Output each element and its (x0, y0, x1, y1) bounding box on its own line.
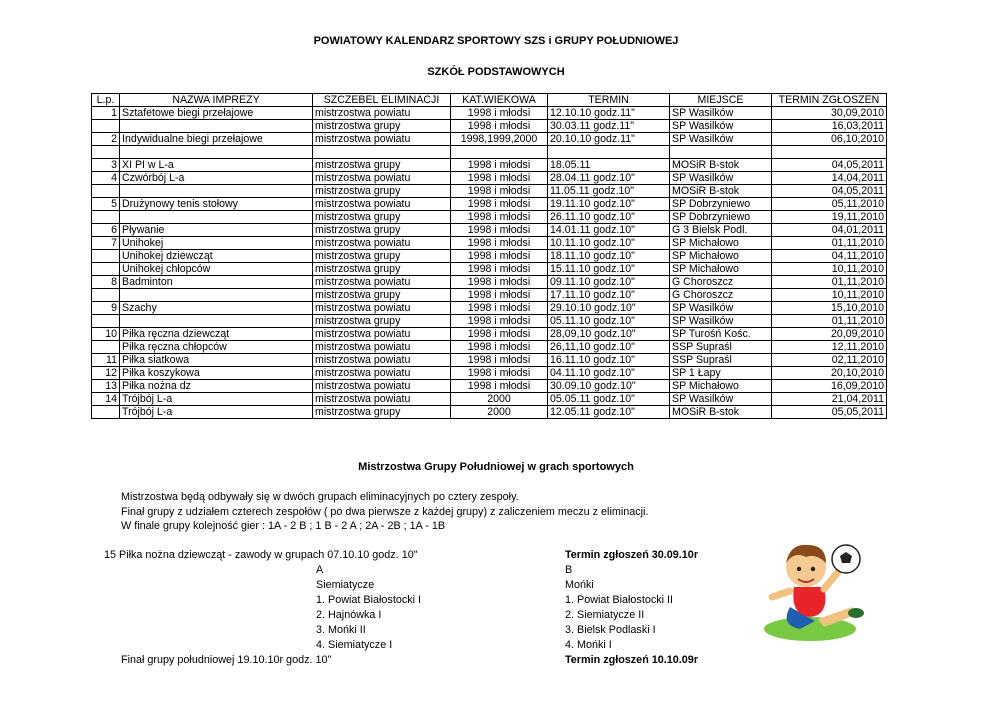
table-cell: mistrzostwa powiatu (313, 172, 451, 185)
header-cell: NAZWA IMPREZY (120, 94, 313, 107)
table-cell: 1998 i młodsi (451, 367, 548, 380)
table-cell: 16,09,2010 (772, 380, 887, 393)
table-row (92, 380, 887, 393)
table-cell: 1998 i młodsi (451, 250, 548, 263)
table-header (92, 94, 887, 107)
table-cell: mistrzostwa grupy (313, 159, 451, 172)
table-cell: 1998 i młodsi (451, 354, 548, 367)
table-cell: mistrzostwa grupy (313, 315, 451, 328)
table-cell (120, 315, 313, 328)
table-cell: 28.04.11 godz.10" (548, 172, 670, 185)
table-cell: 10 (92, 328, 120, 341)
table-cell: 26.11.10 godz.10" (548, 211, 670, 224)
table-cell: mistrzostwa powiatu (313, 133, 451, 146)
table-cell: 12 (92, 367, 120, 380)
table-cell: 2000 (451, 393, 548, 406)
table-cell (92, 185, 120, 198)
table-cell: 6 (92, 224, 120, 237)
table-cell: 10,11,2010 (772, 263, 887, 276)
table-cell: 05,05,2011 (772, 406, 887, 419)
table-cell (120, 146, 313, 159)
table-row (92, 133, 887, 146)
group-a-team: 1. Powiat Białostocki I (316, 594, 422, 606)
table-cell: 14.01.11 godz.10" (548, 224, 670, 237)
group-caption: Mistrzostwa Grupy Południowej w grach sportowych (358, 461, 634, 473)
table-cell: mistrzostwa powiatu (313, 354, 451, 367)
table-cell: 21,04,2011 (772, 393, 887, 406)
table-cell: 12.10.10 godz.11" (548, 107, 670, 120)
table-cell: 1 (92, 107, 120, 120)
deadline-1: Termin zgłoszeń 30.09.10r (565, 549, 699, 561)
table-cell: SP Turośń Kośc. (670, 328, 772, 341)
table-cell: SP Wasilków (670, 120, 772, 133)
table-cell (92, 406, 120, 419)
table-cell: Unihokej (120, 237, 313, 250)
table-cell: 01,11,2010 (772, 315, 887, 328)
table-cell: 06,10,2010 (772, 133, 887, 146)
table-row (92, 302, 887, 315)
group-a-team: 4. Siemiatycze I (316, 639, 393, 651)
group-b-place: Mońki (565, 579, 594, 591)
header-cell: TERMIN ZGŁOSZEŃ (772, 94, 887, 107)
table-cell: mistrzostwa grupy (313, 120, 451, 133)
note-line: Finał grupy z udziałem czterech zespołów ( po dwa pierwsze z każdej grupy) z zaliczeniem meczu z eliminacji. (121, 506, 649, 518)
table-cell: SP Wasilków (670, 172, 772, 185)
table-row (92, 120, 887, 133)
table-cell: 16,03,2011 (772, 120, 887, 133)
table-cell: 30.03.11 godz.11" (548, 120, 670, 133)
table-cell (92, 146, 120, 159)
table-row (92, 328, 887, 341)
event-15-line: 15 Piłka nożna dziewcząt - zawody w grupach 07.10.10 godz. 10" (104, 549, 418, 561)
table-cell: 9 (92, 302, 120, 315)
table-cell: 30.09.10 godz.10" (548, 380, 670, 393)
table-cell (92, 341, 120, 354)
group-a-label: A (316, 564, 324, 576)
table-cell: 05.11.10 godz.10" (548, 315, 670, 328)
table-cell: SSP Supraśl (670, 354, 772, 367)
table-row (92, 224, 887, 237)
table-cell: 14 (92, 393, 120, 406)
table-cell: 20.10.10 godz.11" (548, 133, 670, 146)
table-row (92, 107, 887, 120)
table-cell: 1998 i młodsi (451, 211, 548, 224)
table-cell: Drużynowy tenis stołowy (120, 198, 313, 211)
table-cell: 1998 i młodsi (451, 107, 548, 120)
table-cell: MOSiR B-stok (670, 185, 772, 198)
table-cell: 18.11.10 godz.10" (548, 250, 670, 263)
table-cell: 05,11,2010 (772, 198, 887, 211)
table-cell: SP Michałowo (670, 237, 772, 250)
table-cell: SP Wasilków (670, 302, 772, 315)
table-cell: mistrzostwa powiatu (313, 341, 451, 354)
table-cell: Szachy (120, 302, 313, 315)
table-cell: 3 (92, 159, 120, 172)
table-cell: 04,11,2010 (772, 250, 887, 263)
table-cell: 04.11.10 godz.10" (548, 367, 670, 380)
table-cell: mistrzostwa powiatu (313, 198, 451, 211)
table-cell: 1998 i młodsi (451, 185, 548, 198)
table-row (92, 172, 887, 185)
table-cell: 4 (92, 172, 120, 185)
table-cell: 17.11.10 godz.10" (548, 289, 670, 302)
group-a-team: 3. Mońki II (316, 624, 366, 636)
table-cell (92, 120, 120, 133)
table-row (92, 393, 887, 406)
table-cell (548, 146, 670, 159)
table-cell: 19,11,2010 (772, 211, 887, 224)
table-cell: 2000 (451, 406, 548, 419)
table-cell: 1998 i młodsi (451, 237, 548, 250)
table-cell: 11 (92, 354, 120, 367)
table-cell: mistrzostwa powiatu (313, 367, 451, 380)
table-cell: SP Wasilków (670, 393, 772, 406)
table-cell: 09.11.10 godz.10" (548, 276, 670, 289)
header-cell: TERMIN (548, 94, 670, 107)
table-cell (92, 289, 120, 302)
table-cell: 1998 i młodsi (451, 263, 548, 276)
football-boy-icon (760, 537, 870, 647)
table-cell: 15,10,2010 (772, 302, 887, 315)
table-cell: 1998 i młodsi (451, 380, 548, 393)
table-cell: 1998 i młodsi (451, 276, 548, 289)
table-cell: G 3 Bielsk Podl. (670, 224, 772, 237)
table-cell: 15.11.10 godz.10" (548, 263, 670, 276)
table-cell: Sztafetowe biegi przełajowe (120, 107, 313, 120)
table-row (92, 315, 887, 328)
table-cell: 16.11.10 godz.10" (548, 354, 670, 367)
table-cell: 1998 i młodsi (451, 120, 548, 133)
table-cell: MOSiR B-stok (670, 159, 772, 172)
table-cell: Piłka koszykowa (120, 367, 313, 380)
table-cell: 1998 i młodsi (451, 224, 548, 237)
note-line: W finale grupy kolejność gier : 1A - 2 B ; 1 B - 2 A ; 2A - 2B ; 1A - 1B (121, 520, 446, 532)
table-cell: SP Michałowo (670, 263, 772, 276)
table-cell: mistrzostwa powiatu (313, 380, 451, 393)
group-b-team: 1. Powiat Białostocki II (565, 594, 674, 606)
table-cell: SP Michałowo (670, 250, 772, 263)
table-cell: 1998,1999,2000 (451, 133, 548, 146)
table-row (92, 263, 887, 276)
table-cell: 01,11,2010 (772, 276, 887, 289)
table-cell: mistrzostwa grupy (313, 250, 451, 263)
table-cell: 1998 i młodsi (451, 172, 548, 185)
table-row (92, 159, 887, 172)
table-cell: Piłka ręczna chłopców (120, 341, 313, 354)
table-cell: mistrzostwa grupy (313, 263, 451, 276)
table-cell (451, 146, 548, 159)
group-b-label: B (565, 564, 573, 576)
page-title: POWIATOWY KALENDARZ SPORTOWY SZS i GRUPY POŁUDNIOWEJ (313, 35, 679, 47)
table-cell: G Choroszcz (670, 289, 772, 302)
table-cell (670, 146, 772, 159)
group-b-team: 4. Mońki I (565, 639, 612, 651)
table-cell (313, 146, 451, 159)
table-cell: 10.11.10 godz.10" (548, 237, 670, 250)
table-cell: mistrzostwa powiatu (313, 276, 451, 289)
table-cell: 02,11,2010 (772, 354, 887, 367)
table-cell: SP Wasilków (670, 315, 772, 328)
table-cell: 12.05.11 godz.10" (548, 406, 670, 419)
table-cell: 19.11.10 godz.10" (548, 198, 670, 211)
table-cell: 1998 i młodsi (451, 302, 548, 315)
table-cell: Czwórbój L-a (120, 172, 313, 185)
header-cell: SZCZEBEL ELIMINACJI (313, 94, 451, 107)
table-cell: mistrzostwa grupy (313, 211, 451, 224)
table-cell: Piłka ręczna dziewcząt (120, 328, 313, 341)
table-cell: 8 (92, 276, 120, 289)
table-cell: mistrzostwa grupy (313, 406, 451, 419)
table-cell: SP Wasilków (670, 107, 772, 120)
table-cell: SP Michałowo (670, 380, 772, 393)
table-cell: 26,11,10 godz.10" (548, 341, 670, 354)
table-cell: 01,11,2010 (772, 237, 887, 250)
table-cell: 5 (92, 198, 120, 211)
table-cell: SP Wasilków (670, 133, 772, 146)
group-b-team: 2. Siemiatycze II (565, 609, 645, 621)
table-cell: 1998 i młodsi (451, 289, 548, 302)
table-row (92, 211, 887, 224)
table-cell: 1998 i młodsi (451, 328, 548, 341)
table-row (92, 198, 887, 211)
group-a-place: Siemiatycze (316, 579, 375, 591)
table-row (92, 367, 887, 380)
header-cell: MIEJSCE (670, 94, 772, 107)
table-cell (92, 250, 120, 263)
table-row (92, 185, 887, 198)
table-cell: Pływanie (120, 224, 313, 237)
table-cell: Trójbój L-a (120, 393, 313, 406)
table-cell: mistrzostwa powiatu (313, 328, 451, 341)
table-cell: 12,11,2010 (772, 341, 887, 354)
calendar-table (91, 93, 887, 419)
table-cell: SP Dobrzyniewo (670, 211, 772, 224)
group-a-team: 2. Hajnówka I (316, 609, 382, 621)
table-cell: Unihokej dziewcząt (120, 250, 313, 263)
table-cell: mistrzostwa grupy (313, 289, 451, 302)
group-a (316, 563, 421, 653)
page-subtitle: SZKÓŁ PODSTAWOWYCH (427, 66, 565, 78)
table-row (92, 146, 887, 159)
table-cell: 2 (92, 133, 120, 146)
table-cell: 04,05,2011 (772, 159, 887, 172)
table-cell: SSP Supraśl (670, 341, 772, 354)
table-cell: 7 (92, 237, 120, 250)
header-cell: L.p. (92, 94, 120, 107)
table-cell: 11.05.11 godz.10" (548, 185, 670, 198)
table-cell (120, 120, 313, 133)
table-cell: 1998 i młodsi (451, 198, 548, 211)
table-cell: mistrzostwa powiatu (313, 237, 451, 250)
table-cell (772, 146, 887, 159)
group-b (565, 563, 673, 653)
table-cell: 18.05.11 (548, 159, 670, 172)
final-line: Finał grupy południowej 19.10.10r godz. 10" (121, 654, 332, 666)
table-row (92, 250, 887, 263)
table-cell: Trójbój L-a (120, 406, 313, 419)
table-cell: 20,09,2010 (772, 328, 887, 341)
table-cell: Piłka siatkowa (120, 354, 313, 367)
table-cell: 30,09,2010 (772, 107, 887, 120)
table-cell: 29.10.10 godz.10" (548, 302, 670, 315)
table-cell: mistrzostwa powiatu (313, 302, 451, 315)
note-line: Mistrzostwa będą odbywały się w dwóch grupach eliminacyjnych po cztery zespoły. (121, 491, 519, 503)
table-cell (120, 185, 313, 198)
table-cell: mistrzostwa powiatu (313, 393, 451, 406)
table-cell: 04,05,2011 (772, 185, 887, 198)
table-cell: 14,04,2011 (772, 172, 887, 185)
table-cell (120, 289, 313, 302)
table-cell: Badminton (120, 276, 313, 289)
table-cell (92, 211, 120, 224)
table-cell: XI PI w L-a (120, 159, 313, 172)
table-cell: 1998 i młodsi (451, 315, 548, 328)
table-row (92, 289, 887, 302)
table-row (92, 341, 887, 354)
table-row (92, 354, 887, 367)
table-cell (92, 263, 120, 276)
table-cell (92, 315, 120, 328)
table-row (92, 276, 887, 289)
table-cell: 28,09,10 godz.10" (548, 328, 670, 341)
table-body (92, 107, 887, 419)
table-cell: SP 1 Łapy (670, 367, 772, 380)
group-b-team: 3. Bielsk Podlaski I (565, 624, 656, 636)
table-cell: 10,11,2010 (772, 289, 887, 302)
table-cell: MOSiR B-stok (670, 406, 772, 419)
table-cell: G Choroszcz (670, 276, 772, 289)
table-cell: 13 (92, 380, 120, 393)
table-cell: Piłka nożna dz (120, 380, 313, 393)
table-cell: 04,01,2011 (772, 224, 887, 237)
table-cell: 20,10,2010 (772, 367, 887, 380)
table-cell: Unihokej chłopców (120, 263, 313, 276)
table-cell: 1998 i młodsi (451, 159, 548, 172)
table-row (92, 237, 887, 250)
table-cell: mistrzostwa powiatu (313, 107, 451, 120)
table-cell (120, 211, 313, 224)
table-cell: SP Dobrzyniewo (670, 198, 772, 211)
header-cell: KAT.WIEKOWA (451, 94, 548, 107)
table-cell: 1998 i młodsi (451, 341, 548, 354)
table-cell: mistrzostwa grupy (313, 185, 451, 198)
table-row (92, 406, 887, 419)
deadline-2: Termin zgłoszeń 10.10.09r (565, 654, 699, 666)
table-cell: Indywidualne biegi przełajowe (120, 133, 313, 146)
table-cell: 05.05.11 godz.10" (548, 393, 670, 406)
table-cell: mistrzostwa grupy (313, 224, 451, 237)
